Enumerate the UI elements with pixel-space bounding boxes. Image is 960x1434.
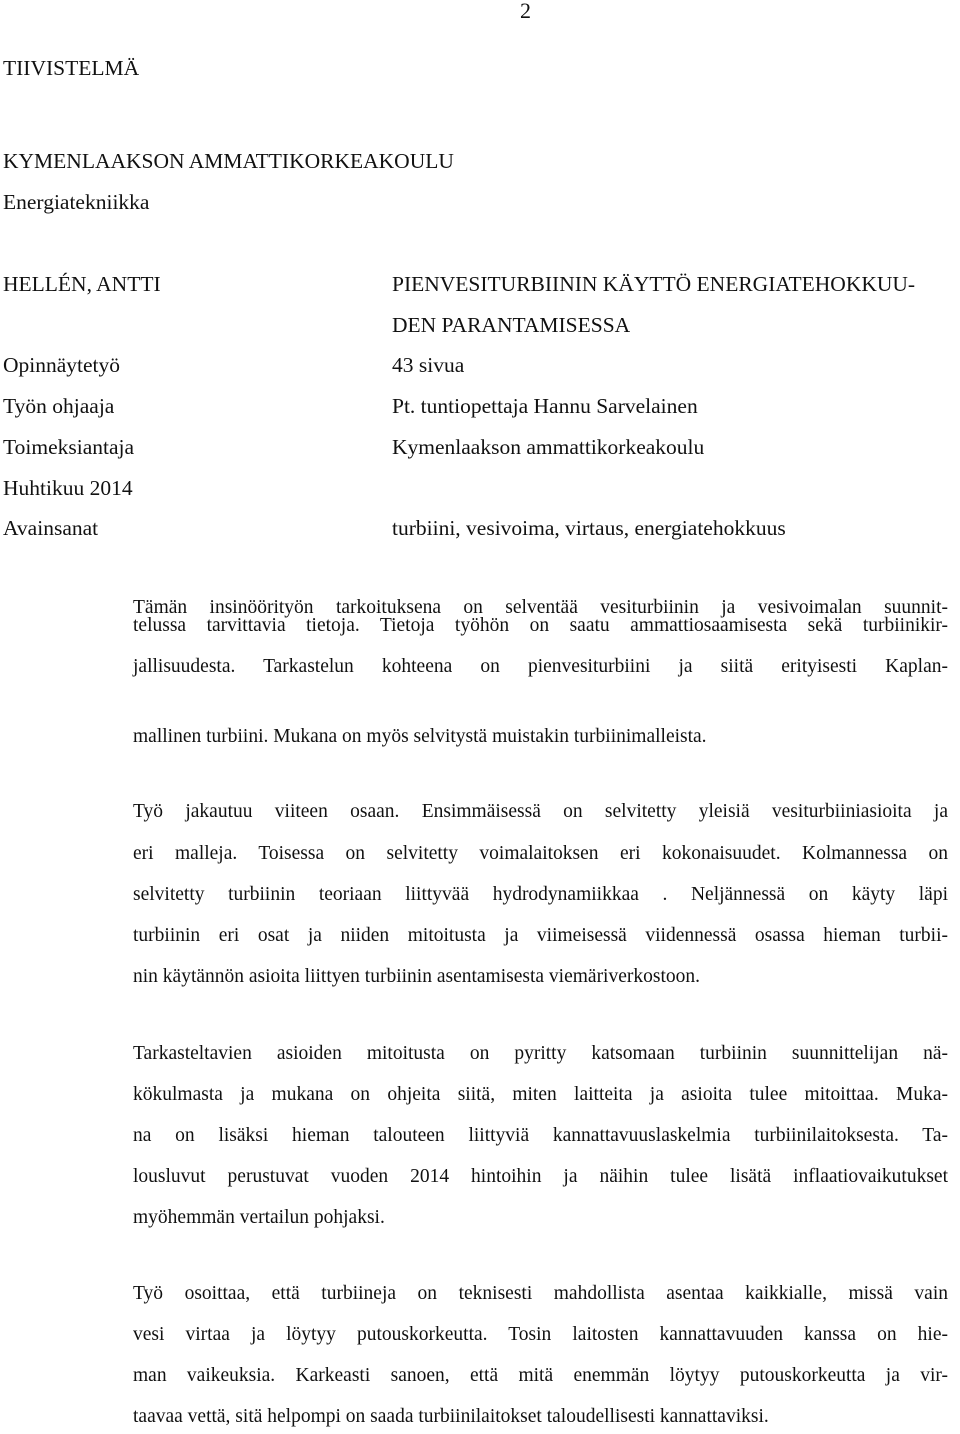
paragraph-line: vesi virtaa ja löytyy putouskorkeutta. Tosin laitosten kannattavuuden kanssa on hie-: [133, 1324, 948, 1345]
paragraph-line: telussa tarvittavia tietoja. Tietoja työhön on saatu ammattiosaamisesta sekä turbiinikir-: [133, 615, 948, 636]
meta-date-label: Huhtikuu 2014: [3, 476, 133, 500]
meta-pages-value: 43 sivua: [392, 353, 465, 377]
meta-commissioner-label: Toimeksiantaja: [3, 435, 135, 459]
department-name: Energiatekniikka: [3, 190, 150, 214]
paragraph-line: Tarkasteltavien asioiden mitoitusta on pyritty katsomaan turbiinin suunnittelijan nä-: [133, 1043, 948, 1064]
paragraph-line: mallinen turbiini. Mukana on myös selvitystä muistakin turbiinimalleista.: [133, 726, 707, 747]
paragraph-line: taavaa vettä, sitä helpompi on saada turbiinilaitokset taloudellisesti kannattaviksi.: [133, 1406, 769, 1427]
meta-type-label: Opinnäytetyö: [3, 353, 121, 377]
paragraph-line: lousluvut perustuvat vuoden 2014 hintoihin ja näihin tulee lisätä inflaatiovaikutukset: [133, 1166, 948, 1187]
meta-title-value-cont: DEN PARANTAMISESSA: [392, 313, 631, 337]
paragraph-line: eri malleja. Toisessa on selvitetty voimalaitoksen eri kokonaisuudet. Kolmannessa on: [133, 843, 948, 864]
paragraph-line: myöhemmän vertailun pohjaksi.: [133, 1207, 385, 1228]
paragraph-line: selvitetty turbiinin teoriaan liittyvää hydrodynamiikkaa . Neljännessä on käyty läpi: [133, 884, 948, 905]
meta-commissioner-value: Kymenlaakson ammattikorkeakoulu: [392, 435, 705, 459]
paragraph-line: Työ osoittaa, että turbiineja on teknisesti mahdollista asentaa kaikkialle, missä vain: [133, 1283, 948, 1304]
meta-supervisor-value: Pt. tuntiopettaja Hannu Sarvelainen: [392, 394, 698, 418]
meta-supervisor-label: Työn ohjaaja: [3, 394, 115, 418]
paragraph-line: man vaikeuksia. Karkeasti sanoen, että mitä enemmän löytyy putouskorkeutta ja vir-: [133, 1365, 948, 1386]
paragraph-line: jallisuudesta. Tarkastelun kohteena on pienvesiturbiini ja siitä erityisesti Kaplan-: [133, 656, 948, 677]
paragraph-line: Tämän insinöörityön tarkoituksena on selventää vesiturbiinin ja vesivoimalan suunnit-: [133, 597, 948, 618]
meta-title-value: PIENVESITURBIININ KÄYTTÖ ENERGIATEHOKKUU-: [392, 272, 916, 296]
page-number: 2: [520, 0, 531, 23]
paragraph-line: na on lisäksi hieman talouteen liittyviä kannattavuuslaskelmia turbiinilaitoksesta. Ta-: [133, 1125, 948, 1146]
abstract-heading: TIIVISTELMÄ: [3, 56, 140, 80]
paragraph-line: turbiinin eri osat ja niiden mitoitusta ja viimeisessä viidennessä osassa hieman turbii-: [133, 925, 948, 946]
institution-name: KYMENLAAKSON AMMATTIKORKEAKOULU: [3, 149, 454, 173]
paragraph-line: nin käytännön asioita liittyen turbiinin asentamisesta viemäriverkostoon.: [133, 966, 701, 987]
paragraph-line: Työ jakautuu viiteen osaan. Ensimmäisessä on selvitetty yleisiä vesiturbiiniasioita ja: [133, 801, 948, 822]
meta-author-label: HELLÉN, ANTTI: [3, 272, 161, 296]
meta-keywords-value: turbiini, vesivoima, virtaus, energiatehokkuus: [392, 516, 786, 540]
meta-keywords-label: Avainsanat: [3, 516, 99, 540]
paragraph-line: kökulmasta ja mukana on ohjeita siitä, miten laitteita ja asioita tulee mitoittaa. Muka-: [133, 1084, 948, 1105]
